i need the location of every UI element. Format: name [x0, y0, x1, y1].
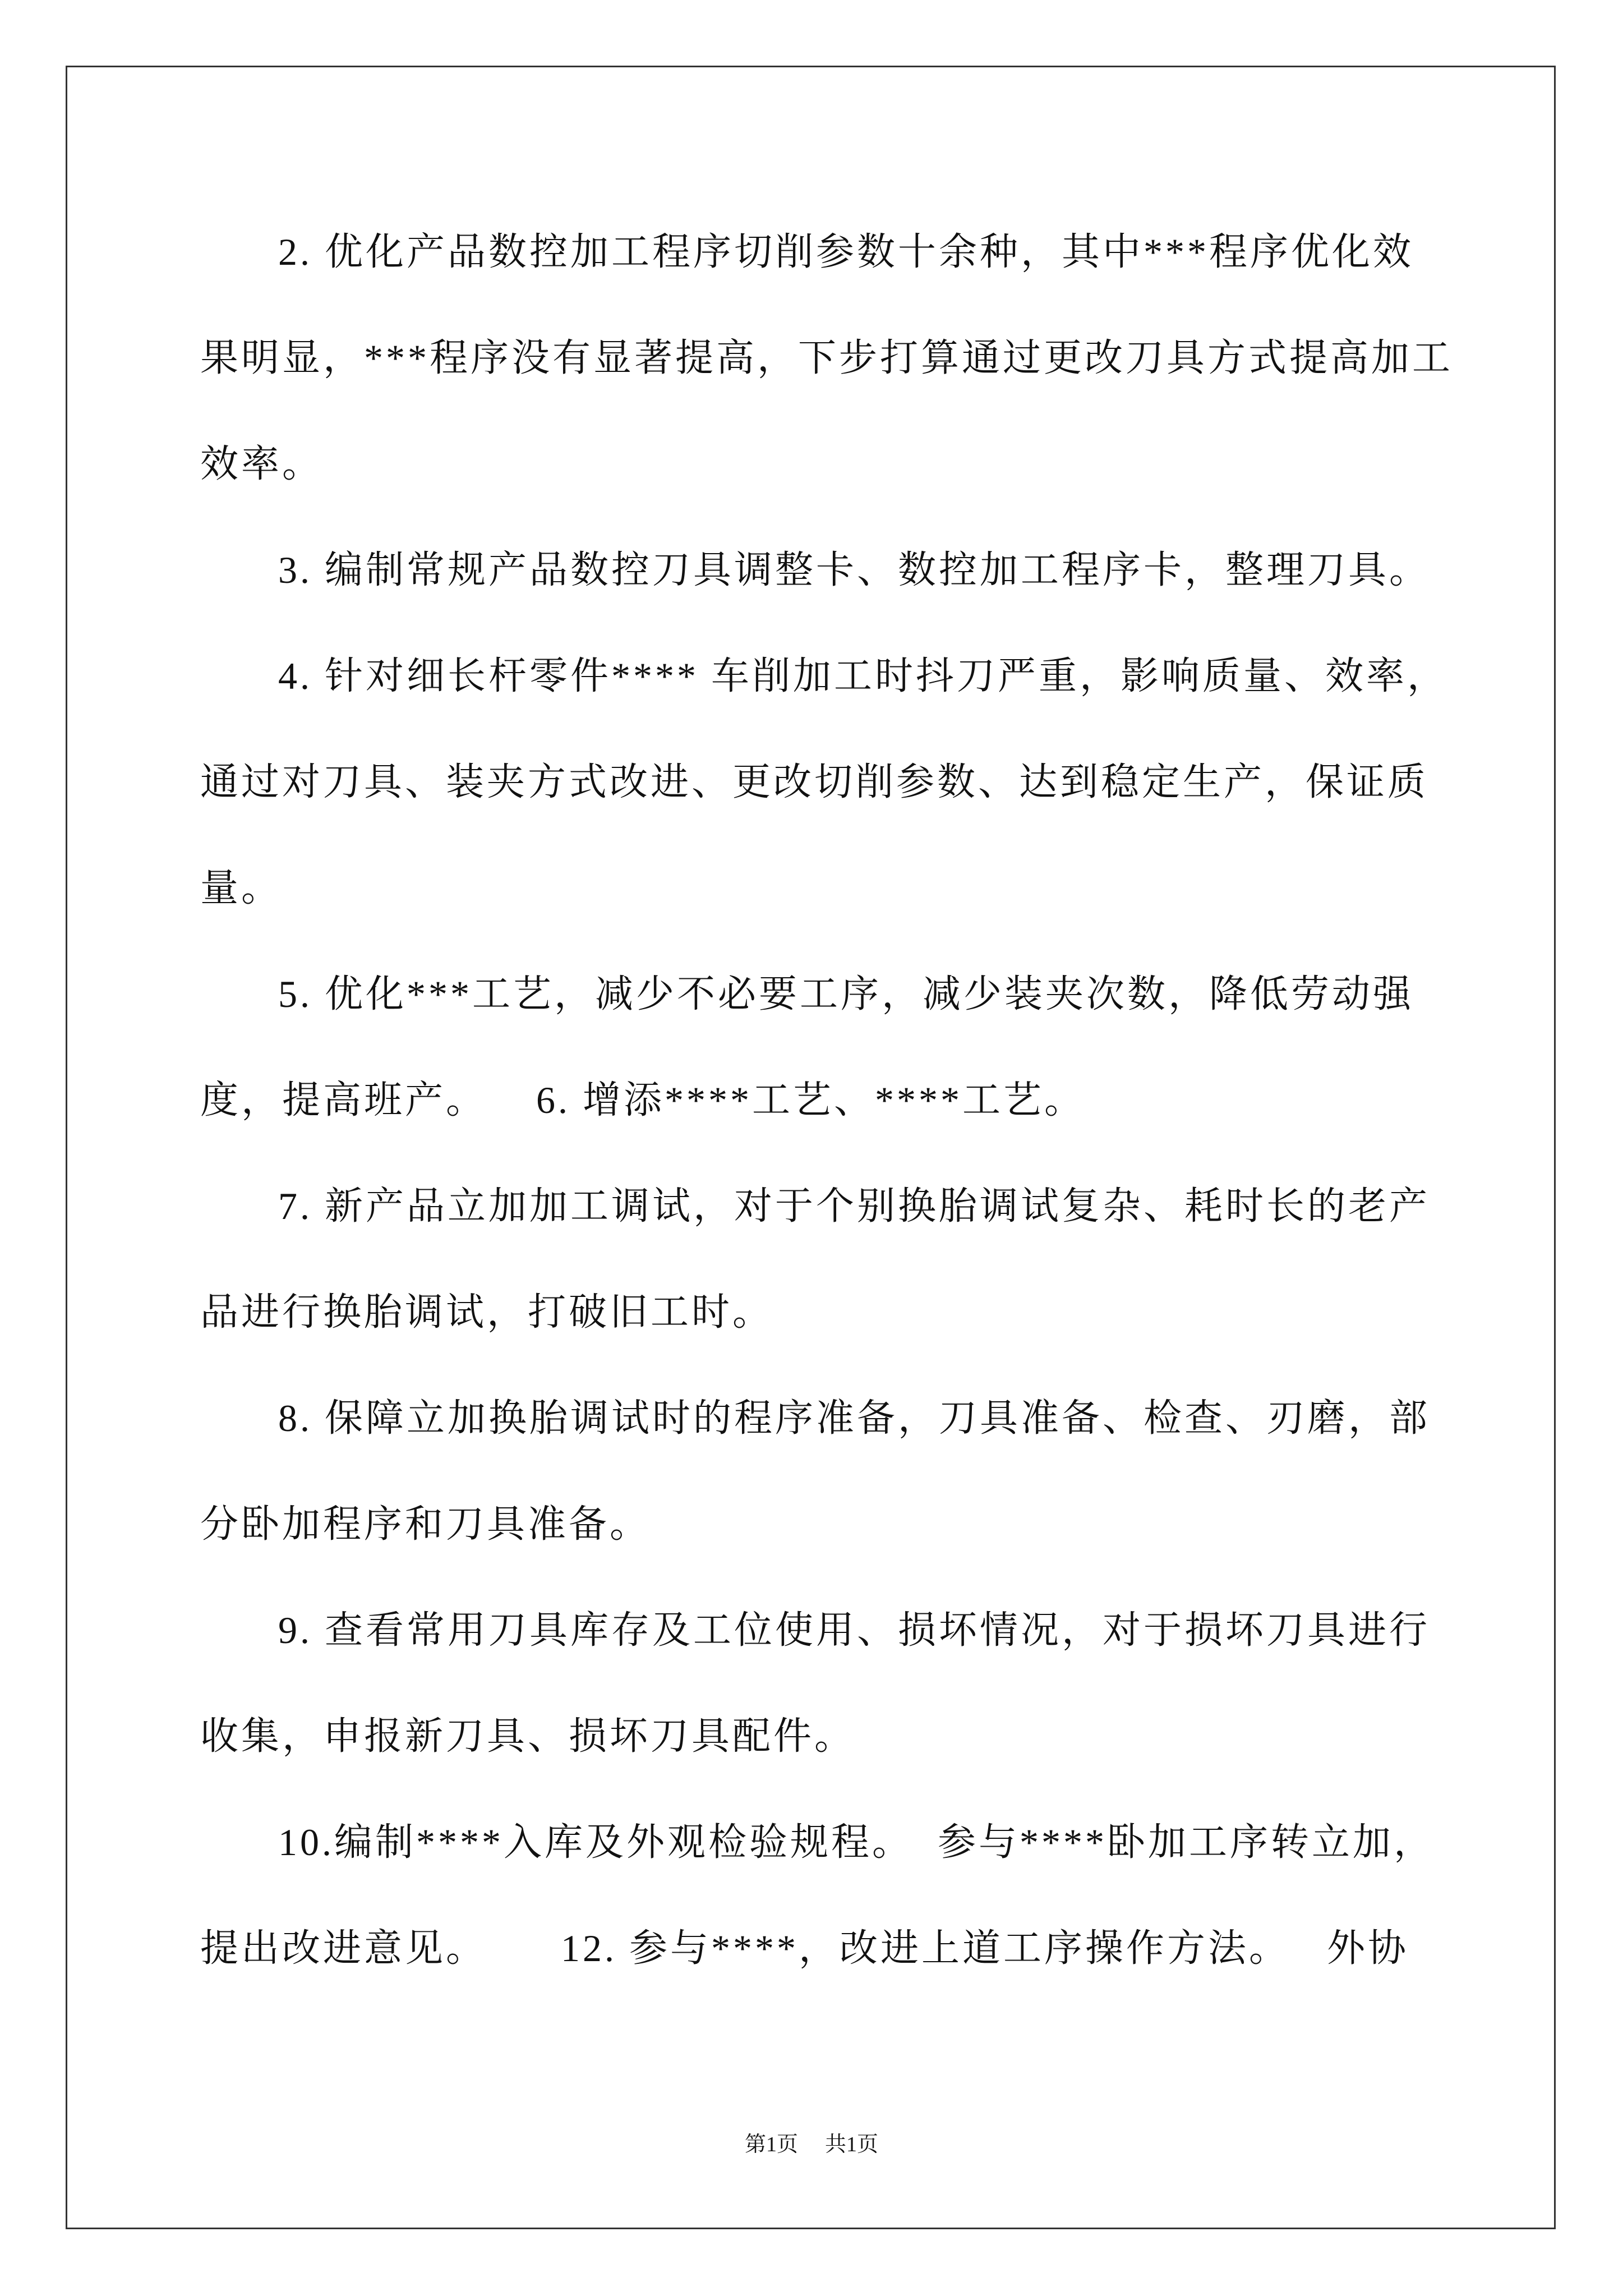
- text-line: 7. 新产品立加加工调试，对于个别换胎调试复杂、耗时长的老产: [278, 1185, 1431, 1227]
- text-line: 效率。: [200, 443, 324, 485]
- document-body: [0, 199, 1537, 2001]
- text-line: 8. 保障立加换胎调试时的程序准备，刀具准备、检查、刃磨，部: [278, 1397, 1431, 1439]
- page-footer: [0, 2131, 1623, 2159]
- text-line: 2. 优化产品数控加工程序切削参数十余种，其中***程序优化效: [278, 231, 1414, 273]
- text-line: 分卧加程序和刀具准备。: [200, 1503, 651, 1545]
- text-line: 4. 针对细长杆零件**** 车削加工时抖刀严重，影响质量、效率，: [278, 655, 1449, 697]
- text-line: 收集，申报新刀具、损坏刀具配件。: [200, 1715, 856, 1757]
- text-line: 通过对刀具、装夹方式改进、更改切削参数、达到稳定生产，保证质: [200, 761, 1429, 803]
- page-number-current: 第1页: [744, 2133, 798, 2156]
- text-line: 5. 优化***工艺，减少不必要工序，减少装夹次数，降低劳动强: [278, 973, 1414, 1015]
- text-line: 度，提高班产。 6. 增添****工艺、****工艺。: [200, 1079, 1086, 1121]
- text-line: 果明显，***程序没有显著提高，下步打算通过更改刀具方式提高加工: [200, 337, 1454, 379]
- text-line: 10.编制****入库及外观检验规程。 参与****卧加工序转立加，: [278, 1821, 1435, 1864]
- page-number-total: 共1页: [825, 2133, 879, 2156]
- text-line: 提出改进意见。 12. 参与****，改进上道工序操作方法。 外协: [200, 1927, 1409, 1970]
- text-line: 9. 查看常用刀具库存及工位使用、损坏情况，对于损坏刀具进行: [278, 1609, 1431, 1651]
- text-line: 量。: [200, 867, 283, 909]
- text-line: 3. 编制常规产品数控刀具调整卡、数控加工程序卡，整理刀具。: [278, 549, 1431, 591]
- text-line: 品进行换胎调试，打破旧工时。: [200, 1291, 774, 1333]
